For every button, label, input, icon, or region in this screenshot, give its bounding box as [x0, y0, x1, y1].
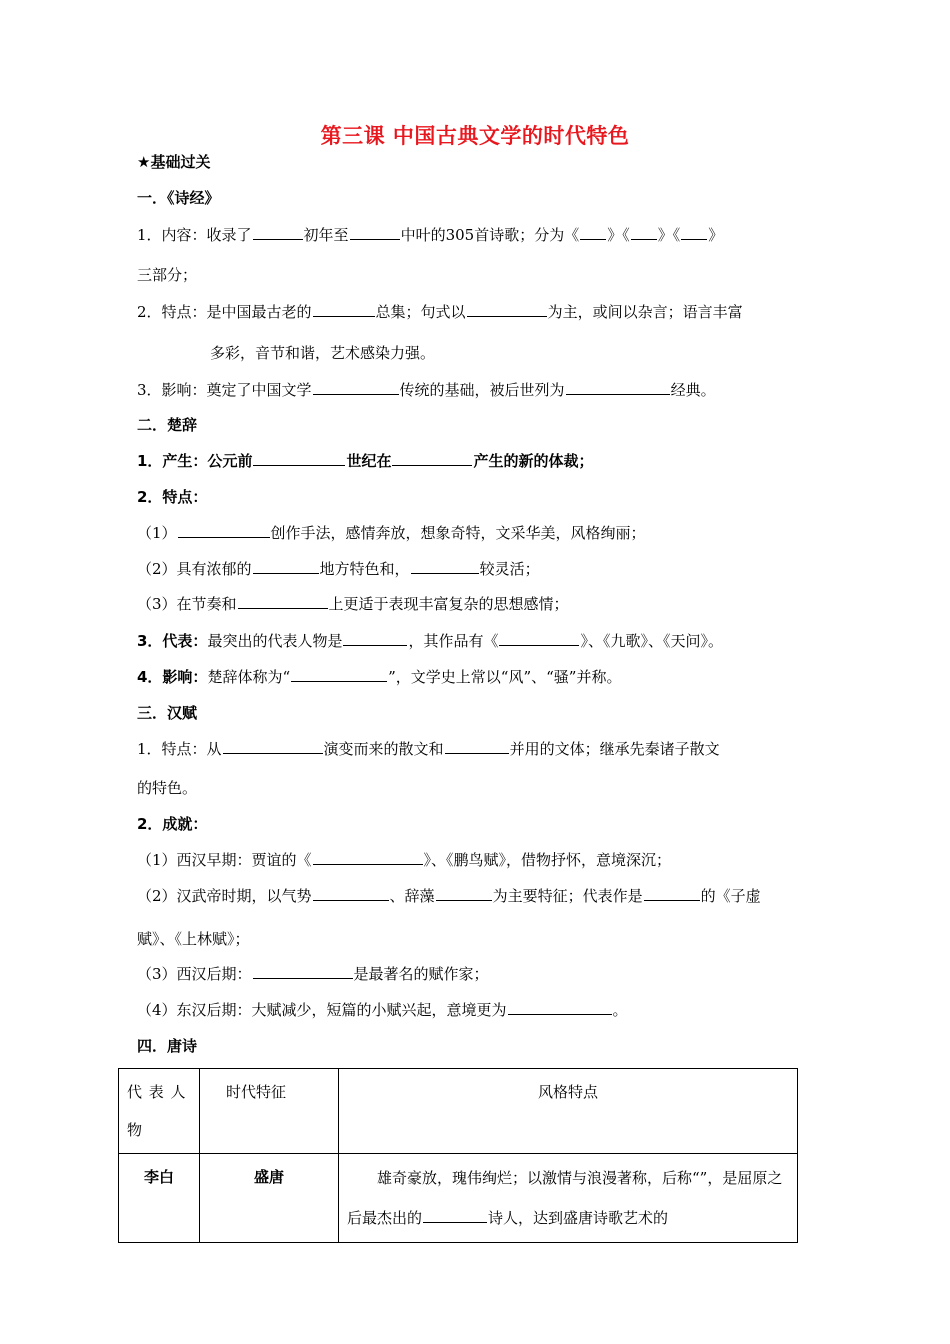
section-4-heading: 四．唐诗 — [137, 1037, 198, 1055]
s3-point3 — [137, 964, 489, 984]
blank — [467, 302, 547, 317]
table-header-row — [119, 1069, 798, 1154]
blank — [178, 523, 270, 538]
s1-line1-cont: 三部分； — [137, 266, 198, 284]
page-title: 第三课 中国古典文学的时代特色 — [320, 124, 630, 148]
text: 并用的文体；继承先秦诸子散文 — [509, 740, 720, 758]
blank — [253, 964, 353, 979]
s1-line3 — [137, 380, 716, 400]
blank — [343, 631, 407, 646]
text: 最突出的代表人物是 — [207, 632, 343, 650]
text: （1） — [137, 524, 177, 542]
text: （4）东汉后期：大赋减少，短篇的小赋兴起，意境更为 — [137, 1001, 507, 1019]
text: 初年至 — [303, 226, 349, 244]
blank — [499, 631, 579, 646]
text: 1．产生：公元前 — [137, 452, 253, 470]
blank — [436, 886, 492, 901]
text: 3．影响：奠定了中国文学 — [137, 381, 312, 399]
section-2-heading: 二．楚辞 — [137, 416, 198, 434]
blank — [238, 594, 328, 609]
text: ”，是屈原之后最杰出的 — [347, 1169, 783, 1227]
blank — [253, 451, 345, 466]
blank — [313, 302, 375, 317]
blank — [223, 739, 323, 754]
blank — [423, 1208, 487, 1223]
text: 。 — [612, 1001, 628, 1019]
cell-era: 盛唐 — [200, 1154, 339, 1243]
text: 诗人，达到盛唐诗歌艺术的 — [488, 1209, 669, 1227]
s3-line1-cont: 的特色。 — [137, 779, 198, 797]
blank — [411, 559, 479, 574]
text: （1）西汉早期：贾谊的《 — [137, 851, 312, 869]
s2-point3 — [137, 594, 569, 614]
header-person: 代 表 人 物 — [119, 1069, 200, 1154]
blank — [631, 225, 657, 240]
s2-line2: 2．特点： — [137, 488, 208, 506]
blank — [291, 667, 387, 682]
text: （2）具有浓郁的 — [137, 560, 252, 578]
section-1-heading: 一．《诗经》 — [137, 189, 220, 207]
s1-line2-cont: 多彩，音节和谐，艺术感染力强。 — [210, 344, 436, 362]
table-row — [119, 1154, 798, 1243]
blank — [681, 225, 707, 240]
text: 楚辞体称为“ — [207, 668, 291, 686]
s1-line2 — [137, 302, 743, 322]
section-3-heading: 三．汉赋 — [137, 704, 198, 722]
s2-line4 — [137, 667, 621, 687]
blank — [253, 559, 319, 574]
text: 》 — [708, 226, 724, 244]
text: 的《子虚 — [700, 887, 761, 905]
text: 上更适于表现丰富复杂的思想感情； — [328, 595, 569, 613]
text: 雄奇豪放，瑰伟绚烂；以激情与浪漫著称，后称“ — [377, 1169, 700, 1187]
text: 世纪在 — [346, 452, 392, 470]
s3-point1 — [137, 850, 671, 870]
s2-point1 — [137, 523, 646, 543]
text: （2）汉武帝时期，以气势 — [137, 887, 312, 905]
section-basic: ★基础过关 — [137, 153, 211, 171]
text: 中叶的305首诗歌；分为《 — [400, 226, 580, 244]
text: 、辞藻 — [389, 887, 435, 905]
text: 传统的基础，被后世列为 — [399, 381, 565, 399]
cell-name: 李白 — [119, 1154, 200, 1243]
s2-line1 — [137, 451, 593, 471]
s3-point4 — [137, 1000, 628, 1020]
tang-poetry-table — [118, 1068, 798, 1243]
s3-line2: 2．成就： — [137, 815, 208, 833]
text: 经典。 — [670, 381, 716, 399]
text: 》《 — [657, 226, 681, 244]
text: 较灵活； — [479, 560, 540, 578]
blank — [253, 225, 303, 240]
text: 为主，或间以杂言；语言丰富 — [547, 303, 743, 321]
text: 2．特点：是中国最古老的 — [137, 303, 312, 321]
text: （3）在节奏和 — [137, 595, 237, 613]
label: 3．代表： — [137, 632, 208, 650]
cell-style — [339, 1154, 798, 1243]
s3-line1 — [137, 739, 720, 759]
header-style: 风格特点 — [339, 1069, 798, 1154]
s3-point2 — [137, 886, 761, 906]
header-era: 时代特征 — [200, 1069, 339, 1154]
blank — [313, 850, 423, 865]
s1-line1 — [137, 225, 723, 245]
label: 4．影响： — [137, 668, 208, 686]
blank — [644, 886, 700, 901]
text: 》、《鹏鸟赋》，借物抒怀，意境深沉； — [423, 851, 672, 869]
text: 创作手法，感情奔放，想象奇特，文采华美，风格绚丽； — [270, 524, 646, 542]
blank — [313, 886, 389, 901]
text: ”，文学史上常以“风”、“骚”并称。 — [388, 668, 622, 686]
blank — [350, 225, 400, 240]
text: 》《 — [607, 226, 630, 244]
text: 1．特点：从 — [137, 740, 222, 758]
blank — [445, 739, 509, 754]
blank — [313, 380, 399, 395]
text: ，其作品有《 — [408, 632, 499, 650]
s3-point2-cont: 赋》、《上林赋》； — [137, 930, 250, 948]
blank — [508, 1000, 612, 1015]
blank — [392, 451, 472, 466]
text: 总集；句式以 — [375, 303, 466, 321]
text: 1．内容：收录了 — [137, 226, 252, 244]
text: 是最著名的赋作家； — [353, 965, 489, 983]
text: 演变而来的散文和 — [323, 740, 444, 758]
text: （3）西汉后期： — [137, 965, 252, 983]
blank — [566, 380, 670, 395]
text: 地方特色和， — [319, 560, 410, 578]
s2-point2 — [137, 559, 540, 579]
blank — [580, 225, 606, 240]
text: 产生的新的体裁； — [473, 452, 594, 470]
text: 为主要特征；代表作是 — [492, 887, 643, 905]
s2-line3 — [137, 631, 723, 651]
text: 》、《九歌》、《天问》。 — [580, 632, 723, 650]
